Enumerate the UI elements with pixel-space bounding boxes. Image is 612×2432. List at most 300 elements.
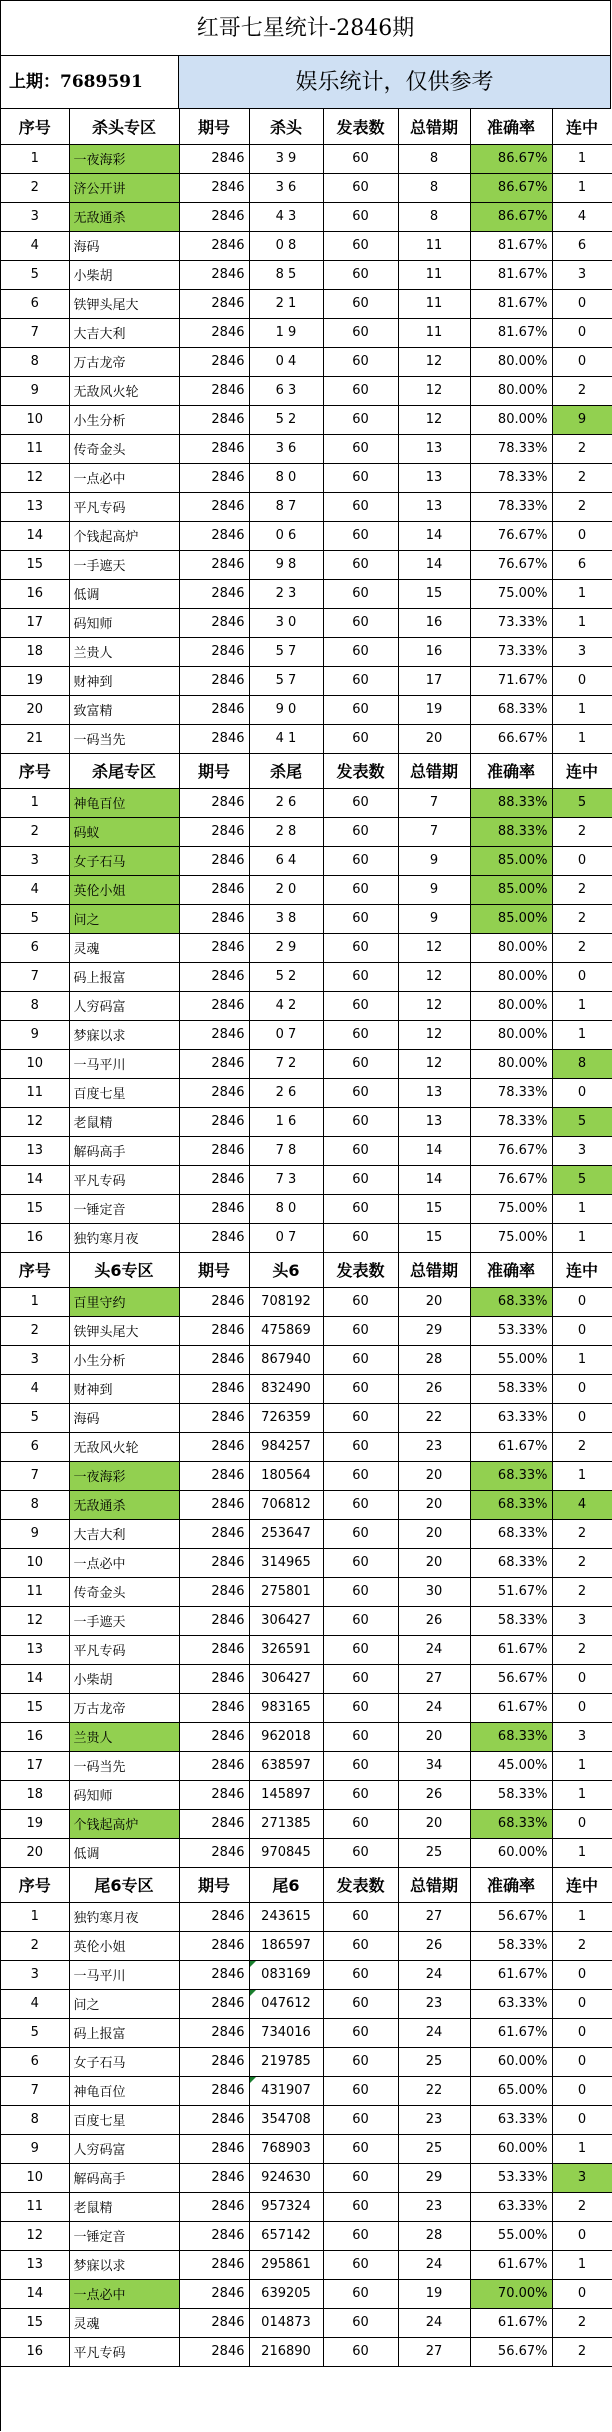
total-miss-cell: 24 [398,2018,470,2047]
total-miss-cell: 24 [398,2308,470,2337]
accuracy-cell: 78.33% [470,434,552,463]
issue-number-cell: 2846 [179,1751,249,1780]
issue-number-cell: 2846 [179,1403,249,1432]
streak-cell: 1 [552,1345,612,1374]
table-row [1,1989,612,2018]
prediction-cell: 8 5 [249,260,323,289]
post-count-cell: 60 [323,1316,398,1345]
table-row [1,1020,612,1049]
post-count-cell: 60 [323,875,398,904]
disclaimer-note: 娱乐统计，仅供参考 [179,56,611,108]
prediction-cell: 7 2 [249,1049,323,1078]
table-row [1,434,612,463]
expert-name-cell: 一夜海彩 [69,1461,179,1490]
streak-cell: 1 [552,173,612,202]
table-row [1,1078,612,1107]
issue-number-cell: 2846 [179,991,249,1020]
accuracy-cell: 68.33% [470,1287,552,1316]
streak-cell: 3 [552,1136,612,1165]
table-row [1,1960,612,1989]
row-index-cell: 8 [1,2105,69,2134]
prediction-cell: 657142 [249,2221,323,2250]
row-index-cell: 12 [1,1606,69,1635]
prediction-cell: 3 0 [249,608,323,637]
issue-number-cell: 2846 [179,2134,249,2163]
accuracy-cell: 68.33% [470,1461,552,1490]
accuracy-cell: 68.33% [470,1548,552,1577]
streak-cell: 5 [552,1107,612,1136]
expert-name-cell: 梦寐以求 [69,1020,179,1049]
post-count-cell: 60 [323,579,398,608]
table-row [1,492,612,521]
streak-cell: 0 [552,666,612,695]
prediction-cell: 867940 [249,1345,323,1374]
streak-cell: 2 [552,492,612,521]
issue-number-cell: 2846 [179,817,249,846]
issue-number-cell: 2846 [179,463,249,492]
accuracy-cell: 51.67% [470,1577,552,1606]
row-index-cell: 14 [1,2279,69,2308]
expert-name-cell: 一点必中 [69,2279,179,2308]
total-miss-cell: 7 [398,817,470,846]
post-count-cell: 60 [323,1577,398,1606]
post-count-cell: 60 [323,1107,398,1136]
row-index-cell: 21 [1,724,69,753]
prediction-cell: 275801 [249,1577,323,1606]
column-header-accuracy: 准确率 [470,753,552,788]
prediction-cell: 726359 [249,1403,323,1432]
row-index-cell: 9 [1,1519,69,1548]
post-count-cell: 60 [323,608,398,637]
issue-number-cell: 2846 [179,1136,249,1165]
total-miss-cell: 11 [398,260,470,289]
table-row [1,289,612,318]
row-index-cell: 8 [1,991,69,1020]
prediction-cell: 1 9 [249,318,323,347]
post-count-cell: 60 [323,434,398,463]
expert-name-cell: 百里守约 [69,1287,179,1316]
accuracy-cell: 76.67% [470,1136,552,1165]
total-miss-cell: 14 [398,521,470,550]
streak-cell: 1 [552,2250,612,2279]
issue-number-cell: 2846 [179,904,249,933]
column-header-post-count: 发表数 [323,753,398,788]
total-miss-cell: 25 [398,2134,470,2163]
row-index-cell: 12 [1,1107,69,1136]
expert-name-cell: 女子石马 [69,846,179,875]
post-count-cell: 60 [323,144,398,173]
expert-name-cell: 海码 [69,231,179,260]
streak-cell: 1 [552,144,612,173]
expert-name-cell: 平凡专码 [69,1165,179,1194]
total-miss-cell: 12 [398,347,470,376]
total-miss-cell: 9 [398,875,470,904]
prediction-cell: 7 3 [249,1165,323,1194]
expert-name-cell: 无敌风火轮 [69,376,179,405]
expert-name-cell: 济公开讲 [69,173,179,202]
streak-cell: 4 [552,202,612,231]
streak-cell: 1 [552,579,612,608]
expert-name-cell: 低调 [69,1838,179,1867]
row-index-cell: 6 [1,1432,69,1461]
accuracy-cell: 78.33% [470,492,552,521]
post-count-cell: 60 [323,2308,398,2337]
streak-cell: 8 [552,1049,612,1078]
accuracy-cell: 68.33% [470,1809,552,1838]
row-index-cell: 16 [1,1722,69,1751]
accuracy-cell: 80.00% [470,933,552,962]
streak-cell: 1 [552,724,612,753]
total-miss-cell: 9 [398,846,470,875]
total-miss-cell: 8 [398,202,470,231]
streak-cell: 0 [552,2105,612,2134]
accuracy-cell: 53.33% [470,1316,552,1345]
streak-cell: 2 [552,1432,612,1461]
total-miss-cell: 9 [398,904,470,933]
row-index-cell: 14 [1,1165,69,1194]
post-count-cell: 60 [323,260,398,289]
accuracy-cell: 61.67% [470,1693,552,1722]
prediction-cell: 9 8 [249,550,323,579]
issue-number-cell: 2846 [179,1194,249,1223]
post-count-cell: 60 [323,550,398,579]
prediction-cell: 734016 [249,2018,323,2047]
post-count-cell: 60 [323,1693,398,1722]
issue-number-cell: 2846 [179,260,249,289]
prediction-cell: 475869 [249,1316,323,1345]
table-row [1,788,612,817]
total-miss-cell: 29 [398,2163,470,2192]
row-index-cell: 15 [1,550,69,579]
table-row [1,2337,612,2366]
table-row [1,933,612,962]
expert-name-cell: 灵魂 [69,2308,179,2337]
prediction-cell: 4 3 [249,202,323,231]
table-row [1,817,612,846]
prediction-cell: 3 6 [249,173,323,202]
expert-name-cell: 平凡专码 [69,1635,179,1664]
row-index-cell: 10 [1,1548,69,1577]
post-count-cell: 60 [323,1931,398,1960]
streak-cell: 1 [552,1751,612,1780]
streak-cell: 3 [552,637,612,666]
accuracy-cell: 80.00% [470,991,552,1020]
total-miss-cell: 25 [398,2047,470,2076]
expert-name-cell: 小柴胡 [69,1664,179,1693]
prediction-cell: 708192 [249,1287,323,1316]
streak-cell: 3 [552,1606,612,1635]
column-header-streak: 连中 [552,1252,612,1287]
post-count-cell: 60 [323,231,398,260]
expert-name-cell: 码上报富 [69,962,179,991]
table-row [1,2047,612,2076]
row-index-cell: 10 [1,405,69,434]
row-index-cell: 9 [1,1020,69,1049]
column-header-prediction: 杀头 [249,109,323,144]
prediction-cell: 216890 [249,2337,323,2366]
accuracy-cell: 56.67% [470,1664,552,1693]
post-count-cell: 60 [323,376,398,405]
post-count-cell: 60 [323,788,398,817]
post-count-cell: 60 [323,1606,398,1635]
column-header-total-miss: 总错期 [398,1252,470,1287]
accuracy-cell: 56.67% [470,2337,552,2366]
issue-number-cell: 2846 [179,231,249,260]
prediction-cell: 2 1 [249,289,323,318]
column-header-streak: 连中 [552,1867,612,1902]
total-miss-cell: 12 [398,1049,470,1078]
expert-name-cell: 一码当先 [69,1751,179,1780]
column-header-issue-number: 期号 [179,1252,249,1287]
table-row [1,1403,612,1432]
post-count-cell: 60 [323,2047,398,2076]
table-row [1,1722,612,1751]
post-count-cell: 60 [323,695,398,724]
prediction-cell: 306427 [249,1606,323,1635]
accuracy-cell: 60.00% [470,1838,552,1867]
expert-name-cell: 致富精 [69,695,179,724]
row-index-cell: 7 [1,962,69,991]
expert-name-cell: 独钓寒月夜 [69,1223,179,1252]
expert-name-cell: 一手遮天 [69,1606,179,1635]
expert-name-cell: 个钱起高炉 [69,521,179,550]
issue-number-cell: 2846 [179,1931,249,1960]
row-index-cell: 15 [1,1693,69,1722]
row-index-cell: 5 [1,904,69,933]
streak-cell: 2 [552,434,612,463]
post-count-cell: 60 [323,991,398,1020]
table-row [1,2105,612,2134]
total-miss-cell: 20 [398,1461,470,1490]
accuracy-cell: 80.00% [470,1049,552,1078]
table-row [1,1838,612,1867]
table-row [1,347,612,376]
prediction-cell: 5 2 [249,962,323,991]
prediction-cell: 639205 [249,2279,323,2308]
issue-number-cell: 2846 [179,2250,249,2279]
column-header-issue-number: 期号 [179,753,249,788]
streak-cell: 2 [552,1519,612,1548]
accuracy-cell: 85.00% [470,846,552,875]
expert-name-cell: 海码 [69,1403,179,1432]
row-index-cell: 3 [1,1960,69,1989]
table-row [1,2076,612,2105]
total-miss-cell: 12 [398,933,470,962]
table-row [1,2163,612,2192]
table-row [1,260,612,289]
issue-number-cell: 2846 [179,1693,249,1722]
row-index-cell: 2 [1,1316,69,1345]
post-count-cell: 60 [323,1165,398,1194]
post-count-cell: 60 [323,1664,398,1693]
row-index-cell: 4 [1,1989,69,2018]
accuracy-cell: 68.33% [470,695,552,724]
accuracy-cell: 55.00% [470,2221,552,2250]
expert-name-cell: 小柴胡 [69,260,179,289]
issue-number-cell: 2846 [179,173,249,202]
prediction-cell: 962018 [249,1722,323,1751]
post-count-cell: 60 [323,405,398,434]
total-miss-cell: 23 [398,2105,470,2134]
row-index-cell: 4 [1,875,69,904]
column-header-issue-number: 期号 [179,109,249,144]
streak-cell: 4 [552,1490,612,1519]
expert-name-cell: 无敌通杀 [69,1490,179,1519]
total-miss-cell: 20 [398,1519,470,1548]
post-count-cell: 60 [323,2337,398,2366]
table-row [1,1577,612,1606]
post-count-cell: 60 [323,904,398,933]
expert-name-cell: 一夜海彩 [69,144,179,173]
prediction-cell: 243615 [249,1902,323,1931]
row-index-cell: 11 [1,1078,69,1107]
table-row [1,1432,612,1461]
total-miss-cell: 24 [398,1960,470,1989]
streak-cell: 0 [552,1664,612,1693]
table-row [1,1931,612,1960]
streak-cell: 0 [552,2221,612,2250]
streak-cell: 6 [552,550,612,579]
total-miss-cell: 11 [398,231,470,260]
issue-number-cell: 2846 [179,1345,249,1374]
post-count-cell: 60 [323,846,398,875]
issue-number-cell: 2846 [179,202,249,231]
streak-cell: 1 [552,1780,612,1809]
column-header-total-miss: 总错期 [398,109,470,144]
post-count-cell: 60 [323,933,398,962]
accuracy-cell: 58.33% [470,1780,552,1809]
total-miss-cell: 17 [398,666,470,695]
column-header-accuracy: 准确率 [470,109,552,144]
issue-number-cell: 2846 [179,724,249,753]
stats-table [1,109,612,2367]
issue-number-cell: 2846 [179,376,249,405]
total-miss-cell: 14 [398,550,470,579]
expert-name-cell: 老鼠精 [69,2192,179,2221]
table-row [1,1809,612,1838]
total-miss-cell: 11 [398,289,470,318]
expert-name-cell: 老鼠精 [69,1107,179,1136]
total-miss-cell: 22 [398,2076,470,2105]
prediction-cell: 7 8 [249,1136,323,1165]
table-row [1,1780,612,1809]
expert-name-cell: 低调 [69,579,179,608]
accuracy-cell: 81.67% [470,318,552,347]
table-row [1,1374,612,1403]
issue-number-cell: 2846 [179,1316,249,1345]
streak-cell: 0 [552,2076,612,2105]
row-index-cell: 17 [1,1751,69,1780]
post-count-cell: 60 [323,463,398,492]
prediction-cell: 1 6 [249,1107,323,1136]
prediction-cell: 8 7 [249,492,323,521]
prediction-cell: 8 0 [249,463,323,492]
issue-number-cell: 2846 [179,2076,249,2105]
post-count-cell: 60 [323,962,398,991]
post-count-cell: 60 [323,817,398,846]
post-count-cell: 60 [323,1374,398,1403]
issue-number-cell: 2846 [179,347,249,376]
prediction-cell: 0 8 [249,231,323,260]
expert-name-cell: 无敌风火轮 [69,1432,179,1461]
accuracy-cell: 63.33% [470,1989,552,2018]
table-row [1,1635,612,1664]
expert-name-cell: 百度七星 [69,2105,179,2134]
table-row [1,666,612,695]
total-miss-cell: 12 [398,1020,470,1049]
row-index-cell: 16 [1,2337,69,2366]
streak-cell: 0 [552,846,612,875]
accuracy-cell: 58.33% [470,1931,552,1960]
expert-name-cell: 解码高手 [69,2163,179,2192]
streak-cell: 5 [552,1165,612,1194]
issue-number-cell: 2846 [179,637,249,666]
row-index-cell: 3 [1,1345,69,1374]
row-index-cell: 9 [1,376,69,405]
section-header-row [1,1252,612,1287]
row-index-cell: 5 [1,1403,69,1432]
row-index-cell: 18 [1,1780,69,1809]
total-miss-cell: 26 [398,1374,470,1403]
table-row [1,875,612,904]
total-miss-cell: 13 [398,1078,470,1107]
row-index-cell: 19 [1,666,69,695]
post-count-cell: 60 [323,2221,398,2250]
total-miss-cell: 13 [398,434,470,463]
expert-name-cell: 一马平川 [69,1960,179,1989]
post-count-cell: 60 [323,1722,398,1751]
total-miss-cell: 28 [398,2221,470,2250]
post-count-cell: 60 [323,1049,398,1078]
streak-cell: 0 [552,318,612,347]
row-index-cell: 3 [1,846,69,875]
total-miss-cell: 13 [398,463,470,492]
total-miss-cell: 7 [398,788,470,817]
streak-cell: 2 [552,817,612,846]
table-row [1,1136,612,1165]
streak-cell: 1 [552,1902,612,1931]
prediction-cell: 180564 [249,1461,323,1490]
table-row [1,579,612,608]
accuracy-cell: 68.33% [470,1519,552,1548]
issue-number-cell: 2846 [179,1664,249,1693]
expert-name-cell: 万古龙帝 [69,1693,179,1722]
streak-cell: 0 [552,2018,612,2047]
issue-number-cell: 2846 [179,962,249,991]
issue-number-cell: 2846 [179,550,249,579]
issue-number-cell: 2846 [179,695,249,724]
table-row [1,1606,612,1635]
expert-name-cell: 码上报富 [69,2018,179,2047]
accuracy-cell: 85.00% [470,904,552,933]
post-count-cell: 60 [323,1078,398,1107]
total-miss-cell: 23 [398,1989,470,2018]
accuracy-cell: 55.00% [470,1345,552,1374]
issue-number-cell: 2846 [179,1989,249,2018]
prediction-cell: 295861 [249,2250,323,2279]
prediction-cell: 0 4 [249,347,323,376]
total-miss-cell: 15 [398,1223,470,1252]
streak-cell: 1 [552,2134,612,2163]
prediction-cell: 5 7 [249,666,323,695]
expert-name-cell: 铁钾头尾大 [69,1316,179,1345]
expert-name-cell: 小生分析 [69,1345,179,1374]
issue-number-cell: 2846 [179,1165,249,1194]
prediction-cell: 3 6 [249,434,323,463]
streak-cell: 2 [552,1635,612,1664]
accuracy-cell: 45.00% [470,1751,552,1780]
prediction-cell: 957324 [249,2192,323,2221]
